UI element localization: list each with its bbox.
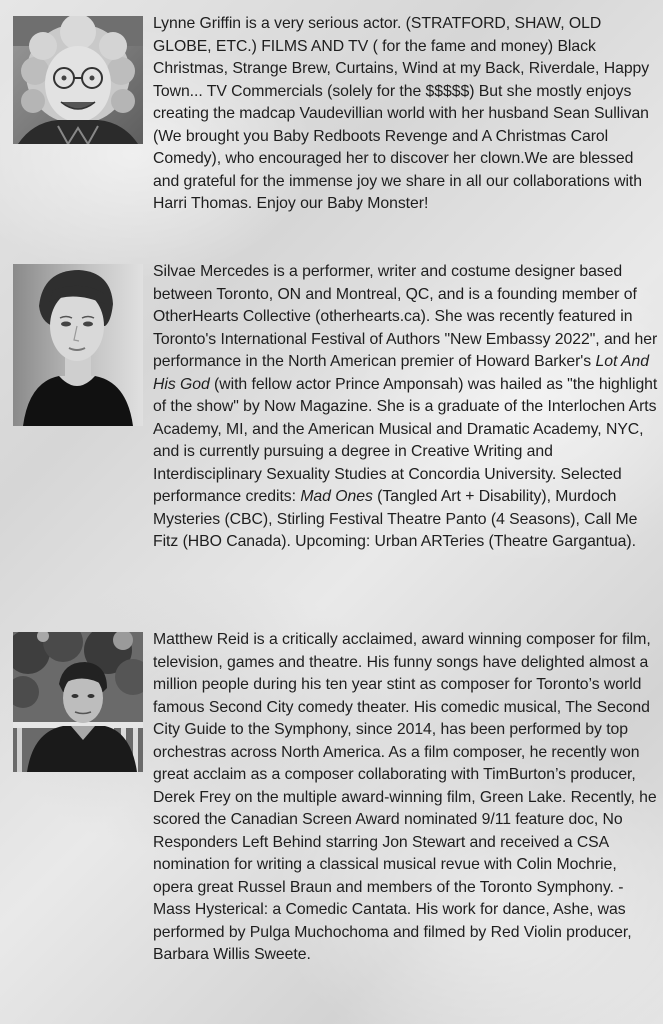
bio-text-first-line: Matthew Reid is a critically acclaimed, award winning composer for film, (153, 631, 651, 648)
headshot-silvae-mercedes (13, 264, 143, 426)
bio-text-lynne-griffin: Lynne Griffin is a very serious actor. (STRATFORD, SHAW, OLD GLOBE, ETC.) FILMS AND TV ( for the fame and money) Black Christmas, Strange Brew, Curtains, Wind at my Back, Riverdale, Happy Town... TV Commercials (solely for the $$$$$) But she mostly enjoys creating the madcap Vaudevillian world with her husband Sean Sullivan (We brought you Baby Redboots Revenge and A Christmas Carol Comedy), who encouraged her to discover her clown.We are blessed and grateful for the immense joy we share in all our collaborations with Harri Thomas. Enjoy our Baby Monster! (153, 15, 650, 212)
bio-text-part-c: (Tangled Art + Disability), Murdoch Mysteries (CBC), Stirling Festival Theatre Panto (4 Seasons), Call Me Fitz (HBO Canada). Upcoming: Urban ARTeries (Theatre Gargantua). (153, 488, 638, 550)
headshot-matthew-reid (13, 632, 143, 772)
bio-text-part-a: Silvae Mercedes is a performer, writer and costume designer based between Toronto, ON and Montreal, QC, and is a founding member of OtherHearts Collective (otherhearts.ca). She was recently featured in Toronto's International Festival of Authors "New Embassy 2022", and her performance in the North American premier of Howard Barker's (153, 263, 658, 370)
show-title-lot-and-his-god: Lot And His God (153, 353, 649, 393)
bio-text-silvae-mercedes (153, 261, 658, 554)
show-title-mad-ones: Mad Ones (300, 488, 373, 505)
bio-text-part-b: (with fellow actor Prince Amponsah) was hailed as "the highlight of the show" by Now Magazine. She is a graduate of the Interlochen Arts Academy, MI, and the American Musical and Dramatic Academy, NYC, and is currently pursuing a degree in Creative Writing and Interdisciplinary Sexuality Studies at Concordia University. Selected performance credits: (153, 375, 658, 505)
headshot-lynne-griffin (13, 16, 143, 144)
bio-text-matthew-reid (153, 629, 658, 967)
bio-text-body: television, games and theatre. His funny songs have delighted almost a million people during his ten year stint as composer for Toronto’s world famous Second City comedy theater. His comedic musical, The Second City Guide to the Symphony, since 2014, has been performed by top orchestras across North America. As a film composer, he recently won great acclaim as a composer collaborating with TimBurton’s producer, Derek Frey on the multiple award-winning film, Green Lake. Recently, he scored the Canadian Screen Award nominated 9/11 feature doc, No Responders Left Behind starring Jon Stewart and received a CSA nomination for writing a classical musical revue with Colin Mochrie, opera great Russel Braun and members of the Toronto Symphony. - Mass Hysterical: a Comedic Cantata. His work for dance, Ashe, was performed by Pulga Muchochoma and filmed by Red Violin producer, Barbara Willis Sweete. (153, 653, 657, 963)
